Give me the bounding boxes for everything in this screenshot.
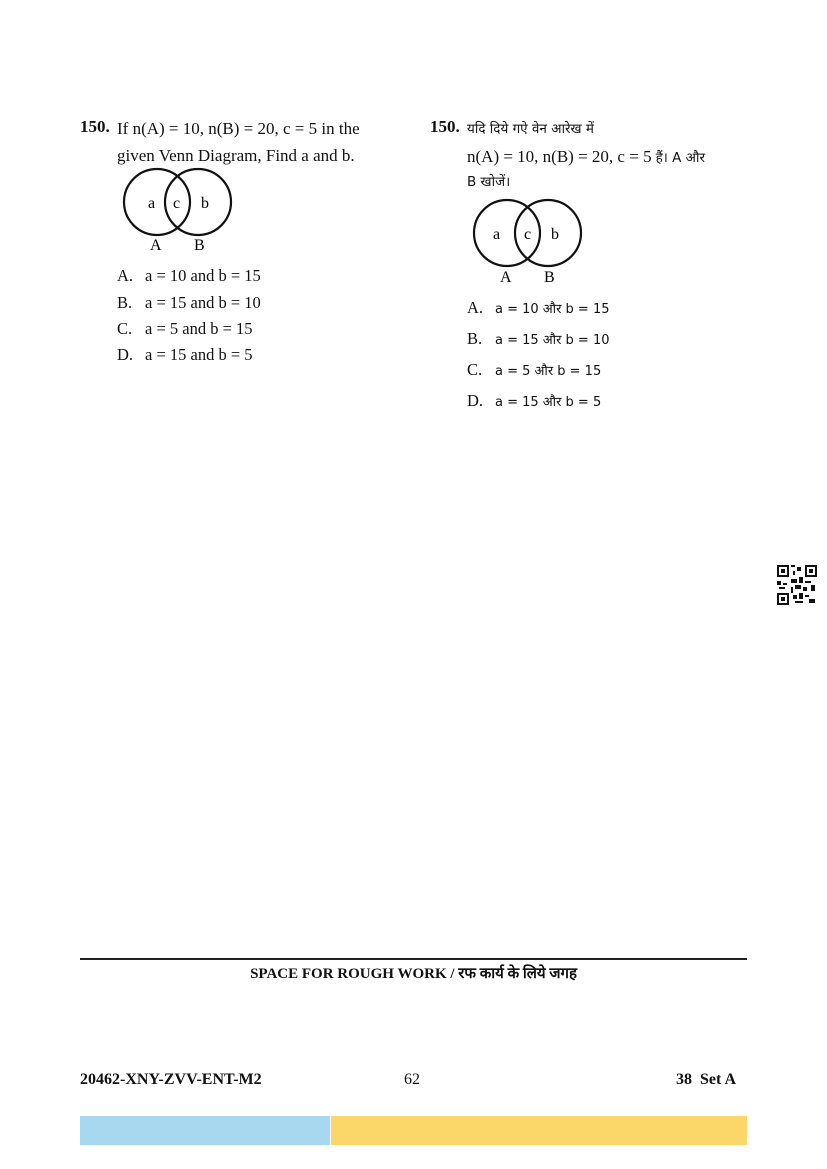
page-number: 62 xyxy=(404,1071,420,1088)
option-text: a = 15 और b = 5 xyxy=(495,395,602,410)
venn-region-c: c xyxy=(173,195,181,212)
question-text-en-line2: given Venn Diagram, Find a and b. xyxy=(117,146,355,165)
venn-label-B: B xyxy=(544,269,555,286)
option-label: A. xyxy=(467,298,484,317)
footer-bar-yellow xyxy=(331,1116,747,1145)
option-text: a = 5 और b = 15 xyxy=(495,364,602,379)
option-hi-c xyxy=(467,360,601,380)
venn-diagram-hi xyxy=(468,197,588,289)
venn-region-b: b xyxy=(201,195,209,212)
option-label: B. xyxy=(117,293,133,312)
option-en-b xyxy=(117,293,261,313)
option-text: a = 15 and b = 10 xyxy=(145,293,261,312)
qr-code-icon xyxy=(777,565,817,605)
set-number: 38 xyxy=(676,1071,692,1088)
option-hi-d xyxy=(467,391,601,411)
venn-region-a: a xyxy=(148,195,156,212)
option-label: D. xyxy=(467,391,484,410)
paper-code: 20462-XNY-ZVV-ENT-M2 xyxy=(80,1071,262,1088)
option-label: C. xyxy=(117,319,133,338)
venn-region-b: b xyxy=(551,226,559,243)
question-number-hi: 150. xyxy=(430,117,460,136)
option-text: a = 15 and b = 5 xyxy=(145,345,253,364)
rough-work-divider xyxy=(80,958,747,960)
question-text-hi-line3: B खोजें। xyxy=(467,174,511,190)
option-label: D. xyxy=(117,345,134,364)
venn-label-B: B xyxy=(194,237,205,254)
option-en-a xyxy=(117,266,261,286)
rough-work-label: SPACE FOR ROUGH WORK / रफ कार्य के लिये जगह xyxy=(250,966,577,982)
question-text-hi-line1: यदि दिये गऐ वेन आरेख में xyxy=(467,121,594,137)
option-text: a = 5 and b = 15 xyxy=(145,319,253,338)
venn-diagram-en xyxy=(118,166,238,258)
option-label: A. xyxy=(117,266,134,285)
option-text: a = 15 और b = 10 xyxy=(495,333,610,348)
option-text: a = 10 और b = 15 xyxy=(495,302,610,317)
footer-bar-blue xyxy=(80,1116,330,1145)
question-text-hi-line2 xyxy=(467,143,705,170)
question-number-en: 150. xyxy=(80,117,110,136)
option-hi-a xyxy=(467,298,610,318)
option-label: B. xyxy=(467,329,483,348)
option-hi-b xyxy=(467,329,610,349)
venn-label-A: A xyxy=(500,269,512,286)
venn-region-a: a xyxy=(493,226,501,243)
question-text-en-line1: If n(A) = 10, n(B) = 20, c = 5 in the xyxy=(117,119,360,138)
option-label: C. xyxy=(467,360,483,379)
option-en-d xyxy=(117,345,253,365)
question-hi-suffix: हैं। A और xyxy=(655,150,706,166)
option-en-c xyxy=(117,319,253,339)
set-label: Set A xyxy=(700,1071,736,1088)
venn-label-A: A xyxy=(150,237,162,254)
set-info xyxy=(676,1071,736,1089)
venn-region-c: c xyxy=(524,226,532,243)
question-math: n(A) = 10, n(B) = 20, c = 5 xyxy=(467,147,652,166)
option-text: a = 10 and b = 15 xyxy=(145,266,261,285)
